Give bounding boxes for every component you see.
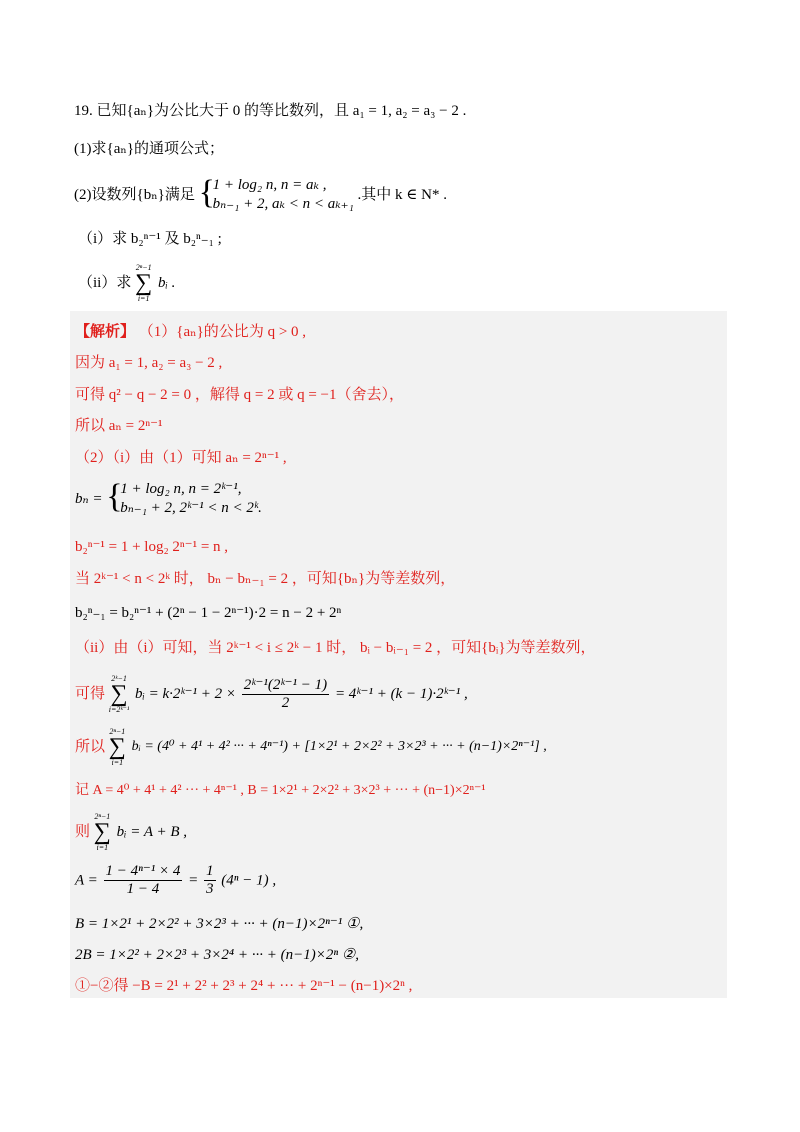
equals-sign: = [188,872,199,889]
problem-sub-ii-prefix: （ii）求 [78,275,132,291]
solution-line-12 [75,727,547,767]
solution-line-17: 2B = 1×2² + 2×2³ + 3×2⁴ + ··· + (n−1)×2ⁿ ②, [75,947,360,963]
equation-middle: bᵢ = k·2ᵏ⁻¹ + 2 × [135,686,237,702]
equation-rest: bᵢ = (4⁰ + 4¹ + 4² ··· + 4ⁿ⁻¹) + [1×2¹ + 2×2² + 3×2³ + ··· + (n−1)×2ⁿ⁻¹] , [131,739,547,754]
fraction-denominator: 2 [281,694,290,711]
fraction-numerator: 2ᵏ⁻¹(2ᵏ⁻¹ − 1) [243,676,328,693]
fraction-denominator: 3 [206,881,214,897]
problem-part2-suffix: .其中 k ∈ N* . [357,187,447,203]
fraction [104,863,183,898]
summation-lower-limit: i=1 [96,843,109,852]
solution-label: 【解析】 [75,324,136,340]
solution-line-3: 可得 q² − q − 2 = 0 ，解得 q = 2 或 q = −1（舍去）， [75,387,405,403]
piecewise-case-1: 1 + log₂ n, n = 2ᵏ⁻¹, [120,481,242,497]
line-prefix: 可得 [75,686,106,702]
solution-line-8: 当 2ᵏ⁻¹ < n < 2ᵏ 时， bₙ − bₙ₋₁ = 2 ，可知{bₙ}为等差数列， [75,571,456,587]
solution-line-18: ①−②得 −B = 2¹ + 2² + 2³ + 2⁴ + ··· + 2ⁿ⁻¹ − (n−1)×2ⁿ , [75,978,413,994]
piecewise-lhs: bₙ = [75,491,103,507]
problem-number: 19. [74,103,93,119]
solution-line-16: B = 1×2¹ + 2×2² + 3×2³ + ··· + (n−1)×2ⁿ⁻¹ ①, [75,916,364,932]
solution-line-1 [75,322,306,342]
summation-lower-limit: i=1 [137,294,150,303]
piecewise-case-1: 1 + log₂ n, n = aₖ , [212,177,327,193]
piecewise-definition [199,176,354,214]
fraction-one-third [204,863,216,898]
summation-symbol: 2ⁿ−1 ∑ i=1 [93,812,111,852]
left-brace: { [106,478,123,515]
solution-line-14 [75,812,187,852]
summation-lower-limit: i=2ᵏ⁻¹ [108,705,130,714]
problem-part2 [74,176,447,216]
solution-line-11 [75,674,468,716]
solution-line-5: （2）（i）由（1）可知 aₙ = 2ⁿ⁻¹ , [75,450,287,466]
summation-symbol: 2ⁿ−1 ∑ i=1 [135,263,153,303]
problem-stem [74,101,466,121]
solution-line-2: 因为 a₁ = 1, a₂ = a₃ − 2 , [75,355,223,371]
solution-line-4: 所以 aₙ = 2ⁿ⁻¹ [75,418,163,434]
summation-upper-limit: 2ⁿ−1 [109,727,126,736]
line-prefix: 所以 [75,739,106,755]
solution-line-7: b₂ⁿ⁻¹ = 1 + log₂ 2ⁿ⁻¹ = n , [75,539,229,555]
summation-symbol: 2ᵏ−1 ∑ i=2ᵏ⁻¹ [108,674,130,714]
problem-stem-text: 已知{aₙ}为公比大于 0 的等比数列，且 a₁ = 1, a₂ = a₃ − 2 . [96,103,467,119]
piecewise-case-2: bₙ₋₁ + 2, 2ᵏ⁻¹ < n < 2ᵏ. [120,500,262,516]
summation-upper-limit: 2ᵏ−1 [111,674,127,683]
summation-symbol: 2ⁿ−1 ∑ i=1 [108,727,126,767]
solution-line-10: （ii）由（i）可知，当 2ᵏ⁻¹ < i ≤ 2ᵏ − 1 时， bᵢ − bᵢ₋₁ = 2 ，可知{bᵢ}为等差数列， [75,640,596,656]
summation-lower-limit: i=1 [111,758,124,767]
solution-line-15 [75,863,276,903]
solution-text: （1）{aₙ}的公比为 q > 0 , [138,324,307,340]
left-brace: { [198,174,215,211]
solution-line-13: 记 A = 4⁰ + 4¹ + 4² ··· + 4ⁿ⁻¹ , B = 1×2¹ + 2×2² + 3×2³ + ··· + (n−1)×2ⁿ⁻¹ [75,783,486,798]
summation-upper-limit: 2ⁿ−1 [135,263,152,272]
equation-end: = 4ᵏ⁻¹ + (k − 1)·2ᵏ⁻¹ , [334,686,468,702]
line-prefix: 则 [75,824,91,840]
problem-part1: (1)求{aₙ}的通项公式； [74,141,225,157]
summation-upper-limit: 2ⁿ−1 [94,812,111,821]
equation-end: (4ⁿ − 1) , [221,872,277,889]
fraction-denominator: 1 − 4 [126,881,160,897]
fraction [242,677,329,712]
problem-sub-i: （i）求 b₂ⁿ⁻¹ 及 b₂ⁿ₋₁ ; [78,231,222,247]
fraction-numerator: 1 [206,863,214,879]
piecewise-definition-solution [106,480,262,518]
equation-rest: bᵢ = A + B , [116,824,188,840]
equation-lhs: A = [75,872,98,889]
problem-part2-prefix: (2)设数列{bₙ}满足 [74,187,195,203]
problem-sub-ii-suffix: bᵢ . [157,275,176,291]
problem-sub-ii [78,263,175,301]
piecewise-case-2: bₙ₋₁ + 2, aₖ < n < aₖ₊₁ [212,196,354,212]
fraction-numerator: 1 − 4ⁿ⁻¹ × 4 [105,863,181,879]
solution-line-9: b₂ⁿ₋₁ = b₂ⁿ⁻¹ + (2ⁿ − 1 − 2ⁿ⁻¹)·2 = n − 2 + 2ⁿ [75,605,342,621]
solution-line-6 [75,480,262,522]
